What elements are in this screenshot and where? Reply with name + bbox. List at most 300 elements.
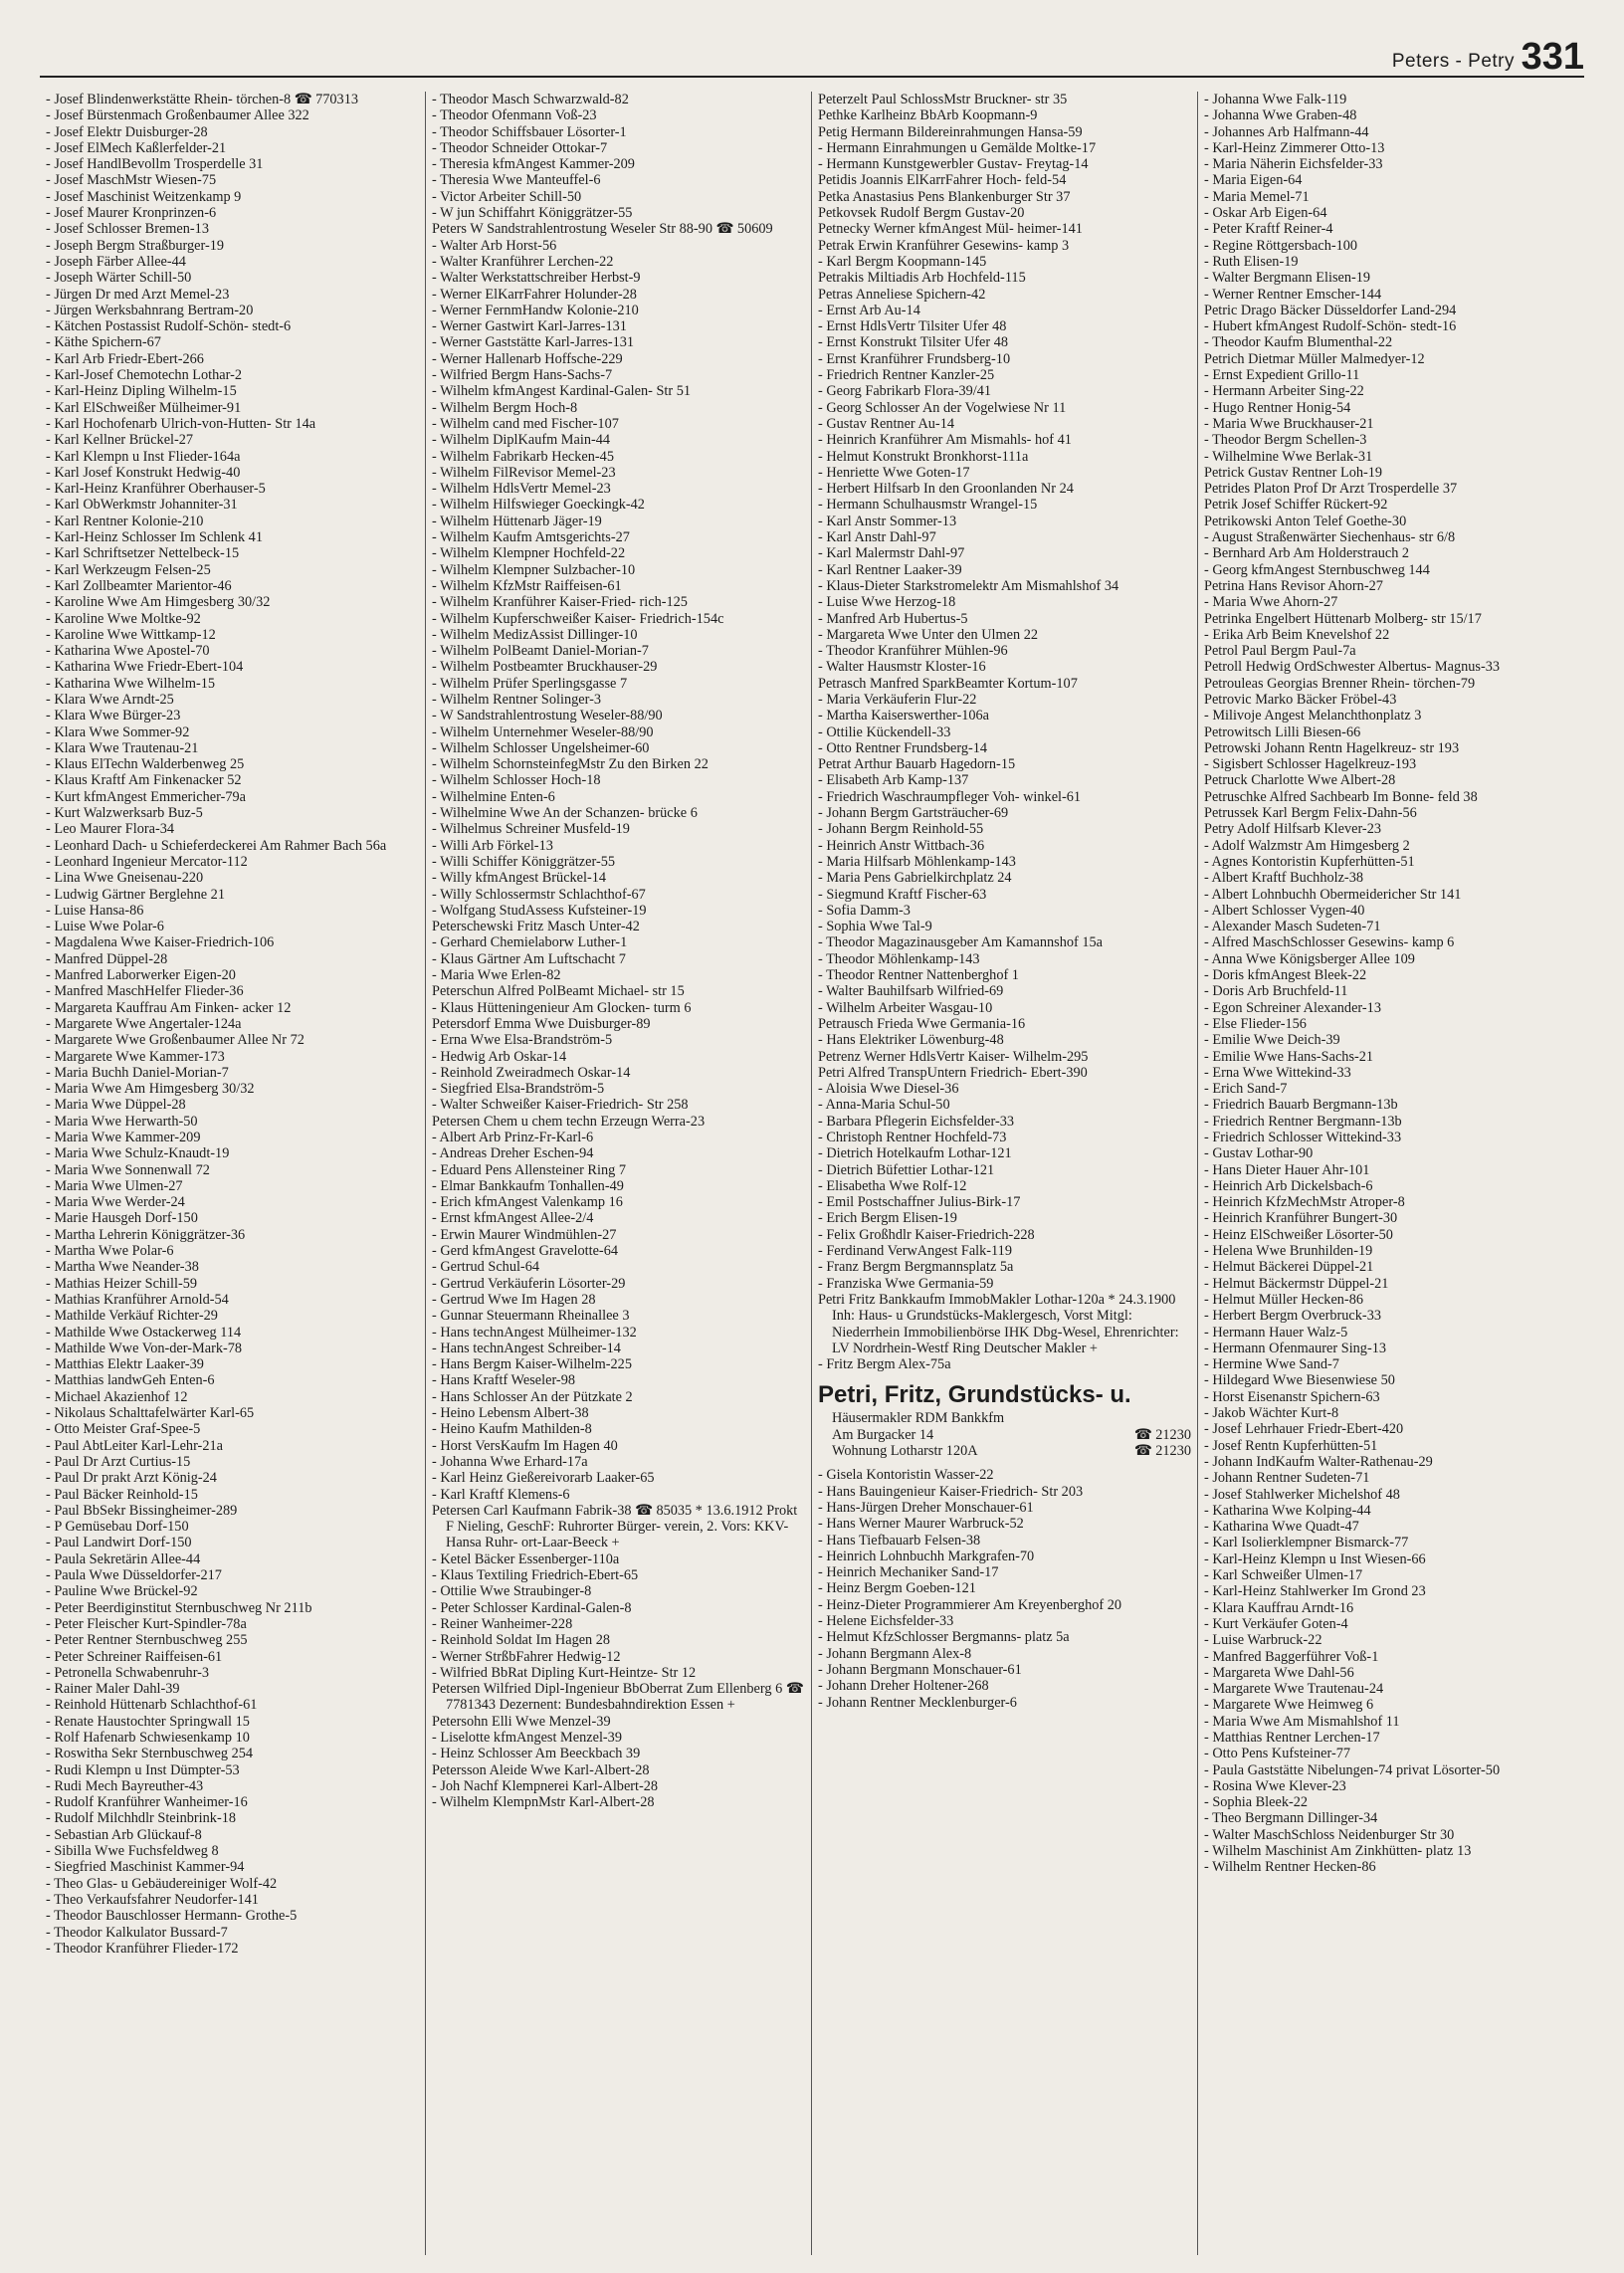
directory-entry: - Herbert Hilfsarb In den Groonlanden Nr 24 <box>818 481 1074 498</box>
directory-entry: - Margarete Wwe Angertaler-124a <box>46 1015 242 1032</box>
directory-entry: - Wilhelm Schlosser Ungelsheimer-60 <box>432 739 650 756</box>
directory-entry: - Egon Schreiner Alexander-13 <box>1204 999 1381 1016</box>
directory-entry: - Wilhelmine Wwe An der Schanzen- brücke 6 <box>432 805 698 822</box>
ad-line-1 <box>832 1427 1191 1443</box>
directory-entry: - Henriette Wwe Goten-17 <box>818 464 970 481</box>
directory-entry: - Theodor Kranführer Flieder-172 <box>46 1940 239 1957</box>
directory-entry: Peterzelt Paul SchlossMstr Bruckner- str 35 <box>818 92 1068 107</box>
ad-line-2 <box>832 1443 1191 1459</box>
directory-entry: Petrasch Manfred SparkBeamter Kortum-107 <box>818 675 1078 692</box>
directory-entry: - Hermann Arbeiter Sing-22 <box>1204 383 1364 400</box>
directory-entry: - Matthias landwGeh Enten-6 <box>46 1372 215 1389</box>
directory-entry: - Friedrich Rentner Bergmann-13b <box>1204 1113 1402 1130</box>
directory-entry: - Wilhelm Bergm Hoch-8 <box>432 399 578 416</box>
directory-entry: - Hermann Schulhausmstr Wrangel-15 <box>818 497 1038 514</box>
directory-entry: - Wilhelm Kranführer Kaiser-Fried- rich-125 <box>432 594 688 611</box>
directory-entry: - Klara Wwe Arndt-25 <box>46 691 174 708</box>
directory-entry: - Nikolaus Schalttafelwärter Karl-65 <box>46 1405 255 1422</box>
directory-entry: - Kätchen Postassist Rudolf-Schön- stedt-6 <box>46 318 292 335</box>
directory-entry: - Käthe Spichern-67 <box>46 334 161 351</box>
directory-entry: - Josef Stahlwerker Michelshof 48 <box>1204 1486 1400 1503</box>
directory-entry: - Reiner Wanheimer-228 <box>432 1615 573 1632</box>
directory-entry: - Matthias Elektr Laaker-39 <box>46 1356 204 1373</box>
directory-columns <box>40 92 1584 2255</box>
directory-entry: - Walter Kranführer Lerchen-22 <box>432 253 614 270</box>
directory-entry: - Albert Schlosser Vygen-40 <box>1204 902 1365 919</box>
directory-entry: - Luise Warbruck-22 <box>1204 1632 1322 1649</box>
directory-entry: - Erna Wwe Wittekind-33 <box>1204 1064 1351 1081</box>
directory-entry: - Johannes Arb Halfmann-44 <box>1204 123 1369 140</box>
directory-entry: - Josef Maschinist Weitzenkamp 9 <box>46 188 242 205</box>
directory-entry: - Paul Dr Arzt Curtius-15 <box>46 1453 191 1470</box>
directory-entry: - Ottilie Wwe Straubinger-8 <box>432 1583 592 1600</box>
directory-entry: - Karl ElSchweißer Mülheimer-91 <box>46 399 242 416</box>
directory-entry: - Pauline Wwe Brückel-92 <box>46 1583 198 1600</box>
directory-entry: - Milivoje Angest Melanchthonplatz 3 <box>1204 708 1422 724</box>
directory-entry: - Maria Pens Gabrielkirchplatz 24 <box>818 870 1012 887</box>
directory-entry: - Erika Arb Beim Knevelshof 22 <box>1204 626 1390 643</box>
directory-entry: - Friedrich Bauarb Bergmann-13b <box>1204 1097 1398 1114</box>
directory-entry: - Maria Verkäuferin Flur-22 <box>818 691 977 708</box>
directory-entry: - Johann Rentner Mecklenburger-6 <box>818 1694 1017 1711</box>
directory-entry: - Sigisbert Schlosser Hagelkreuz-193 <box>1204 756 1417 773</box>
directory-entry: - Gerd kfmAngest Gravelotte-64 <box>432 1243 618 1260</box>
directory-entry: - Willy kfmAngest Brückel-14 <box>432 870 607 887</box>
directory-entry: - Heinrich Lohnbuchh Markgrafen-70 <box>818 1548 1035 1564</box>
directory-entry: - Luise Wwe Polar-6 <box>46 919 164 935</box>
directory-entry: - Kurt Verkäufer Goten-4 <box>1204 1615 1348 1632</box>
directory-entry: - Maria Hilfsarb Möhlenkamp-143 <box>818 853 1016 870</box>
directory-entry: - Heinrich Kranführer Bungert-30 <box>1204 1210 1398 1227</box>
directory-entry: - Leonhard Ingenieur Mercator-112 <box>46 853 248 870</box>
directory-entry: - Peter Schreiner Raiffeisen-61 <box>46 1648 223 1665</box>
directory-entry: - Johann Bergm Gartsträucher-69 <box>818 805 1009 822</box>
directory-entry: - Walter Schweißer Kaiser-Friedrich- Str 258 <box>432 1097 689 1114</box>
directory-entry: - Klaus Textiling Friedrich-Ebert-65 <box>432 1567 639 1584</box>
directory-entry: - Klara Wwe Sommer-92 <box>46 723 190 740</box>
directory-entry: - Theo Verkaufsfahrer Neudorfer-141 <box>46 1891 259 1908</box>
directory-entry: - Heinz ElSchweißer Lösorter-50 <box>1204 1226 1393 1243</box>
directory-entry: - Karl Zollbeamter Marientor-46 <box>46 577 232 594</box>
directory-entry: - Karl Rentner Kolonie-210 <box>46 513 204 529</box>
directory-entry: - Hans Schlosser An der Pützkate 2 <box>432 1388 633 1405</box>
directory-entry: - Karl Schweißer Ulmen-17 <box>1204 1567 1363 1584</box>
directory-entry: - Kurt Walzwerksarb Buz-5 <box>46 805 203 822</box>
directory-entry: - Helmut Bäckerei Düppel-21 <box>1204 1259 1374 1276</box>
directory-entry: - Wilhelm Schlosser Hoch-18 <box>432 772 601 789</box>
directory-entry: - Leonhard Dach- u Schieferdeckerei Am Rahmer Bach 56a <box>46 837 387 854</box>
directory-entry: - Friedrich Waschraumpfleger Voh- winkel-61 <box>818 788 1082 805</box>
directory-entry: - Theodor Kalkulator Bussard-7 <box>46 1924 228 1941</box>
directory-entry: - Ernst Konstrukt Tilsiter Ufer 48 <box>818 334 1009 351</box>
directory-entry: Petersdorf Emma Wwe Duisburger-89 <box>432 1015 651 1032</box>
directory-entry: - Maria Wwe Am Himgesberg 30/32 <box>46 1081 255 1098</box>
directory-entry: - Wilhelm SchornsteinfegMstr Zu den Birken 22 <box>432 756 709 773</box>
directory-entry: - Wilhelm Unternehmer Weseler-88/90 <box>432 723 654 740</box>
directory-entry: Petrich Dietmar Müller Malmedyer-12 <box>1204 350 1425 367</box>
page-number: 331 <box>1521 36 1584 78</box>
directory-entry: - Helmut Müller Hecken-86 <box>1204 1291 1363 1308</box>
directory-entry: - Heinrich Mechaniker Sand-17 <box>818 1564 999 1581</box>
directory-entry: - Kurt kfmAngest Emmericher-79a <box>46 788 246 805</box>
directory-entry: Petrenz Werner HdlsVertr Kaiser- Wilhelm-295 <box>818 1048 1089 1065</box>
directory-entry: - Ernst kfmAngest Allee-2/4 <box>432 1210 594 1227</box>
directory-entry: - Karl Klempn u Inst Flieder-164a <box>46 448 241 465</box>
directory-entry: - Ludwig Gärtner Berglehne 21 <box>46 886 225 903</box>
directory-entry: - Ernst Arb Au-14 <box>818 302 920 318</box>
directory-entry: - Klaus ElTechn Walderbenweg 25 <box>46 756 245 773</box>
directory-entry: - Paula Sekretärin Allee-44 <box>46 1550 201 1567</box>
directory-entry: - Matthias Rentner Lerchen-17 <box>1204 1729 1380 1746</box>
directory-entry: - Dietrich Hotelkaufm Lothar-121 <box>818 1145 1012 1162</box>
directory-entry: - Renate Haustochter Springwall 15 <box>46 1713 250 1730</box>
directory-entry: - Otto Pens Kufsteiner-77 <box>1204 1746 1351 1762</box>
directory-entry: - Klaus-Dieter Starkstromelektr Am Mismahlshof 34 <box>818 577 1119 594</box>
directory-entry: - Maria Eigen-64 <box>1204 172 1303 189</box>
directory-entry: - Doris kfmAngest Bleek-22 <box>1204 967 1367 984</box>
directory-entry: - Heinz Schlosser Am Beeckbach 39 <box>432 1746 641 1762</box>
directory-entry: - Alexander Masch Sudeten-71 <box>1204 919 1381 935</box>
directory-entry: - Martha Kaiserswerther-106a <box>818 708 989 724</box>
directory-entry: - Horst VersKaufm Im Hagen 40 <box>432 1437 618 1454</box>
directory-entry: - Elmar Bankkaufm Tonhallen-49 <box>432 1177 624 1194</box>
directory-entry: - Ernst Kranführer Frundsberg-10 <box>818 350 1011 367</box>
directory-entry: - Josef Schlosser Bremen-13 <box>46 221 209 238</box>
directory-entry: - Oskar Arb Eigen-64 <box>1204 205 1327 222</box>
directory-entry: - Margarete Wwe Heimweg 6 <box>1204 1697 1374 1714</box>
directory-entry: - Christoph Rentner Hochfeld-73 <box>818 1130 1007 1145</box>
directory-entry: - Katharina Wwe Kolping-44 <box>1204 1502 1371 1519</box>
directory-entry: - Marie Hausgeh Dorf-150 <box>46 1210 198 1227</box>
directory-entry: Pethke Karlheinz BbArb Koopmann-9 <box>818 107 1038 124</box>
directory-entry: - Klaus Gärtner Am Luftschacht 7 <box>432 950 626 967</box>
directory-entry: - Otto Rentner Frundsberg-14 <box>818 739 988 756</box>
directory-entry: - Sibilla Wwe Fuchsfeldweg 8 <box>46 1843 219 1860</box>
directory-entry: Petersen Chem u chem techn Erzeugn Werra-23 <box>432 1113 706 1130</box>
directory-entry: - W Sandstrahlentrostung Weseler-88/90 <box>432 708 663 724</box>
directory-entry: - Wilhelm Prüfer Sperlingsgasse 7 <box>432 675 628 692</box>
directory-entry: - Hans technAngest Schreiber-14 <box>432 1340 621 1356</box>
directory-entry: - Margareta Kauffrau Am Finken- acker 12 <box>46 999 292 1016</box>
directory-entry: - Theresia kfmAngest Kammer-209 <box>432 156 635 173</box>
directory-entry: - Dietrich Büfettier Lothar-121 <box>818 1161 995 1178</box>
directory-entry: - Josef Rentn Kupferhütten-51 <box>1204 1437 1378 1454</box>
directory-entry: - Werner Hallenarb Hoffsche-229 <box>432 350 623 367</box>
directory-entry: - Margareta Wwe Dahl-56 <box>1204 1664 1354 1681</box>
directory-entry: - Maria Memel-71 <box>1204 188 1310 205</box>
directory-entry: - Maria Näherin Eichsfelder-33 <box>1204 156 1383 173</box>
directory-entry: - Siegmund Kraftf Fischer-63 <box>818 886 987 903</box>
directory-entry: - Maria Wwe Sonnenwall 72 <box>46 1161 210 1178</box>
directory-entry: - Margarete Wwe Kammer-173 <box>46 1048 225 1065</box>
directory-entry: Petrik Josef Schiffer Rückert-92 <box>1204 497 1388 514</box>
directory-entry: - Hans Werner Maurer Warbruck-52 <box>818 1516 1024 1533</box>
directory-entry: - Karl Heinz Gießereivorarb Laaker-65 <box>432 1470 655 1487</box>
directory-entry: - Wilhelm Hilfswieger Goeckingk-42 <box>432 497 645 514</box>
directory-entry: - Erna Wwe Elsa-Brandström-5 <box>432 1032 613 1049</box>
directory-entry: - Theodor Bauschlosser Hermann- Grothe-5 <box>46 1908 298 1925</box>
directory-entry: - Hans Tiefbauarb Felsen-38 <box>818 1532 981 1549</box>
directory-entry: - Mathias Kranführer Arnold-54 <box>46 1291 229 1308</box>
directory-entry: Petroll Hedwig OrdSchwester Albertus- Magnus-33 <box>1204 659 1501 676</box>
directory-entry: - Maria Wwe Herwarth-50 <box>46 1113 198 1130</box>
directory-entry: - Franziska Wwe Germania-59 <box>818 1275 994 1292</box>
directory-entry: - Josef Lehrhauer Friedr-Ebert-420 <box>1204 1421 1404 1438</box>
directory-entry: - Hans technAngest Mülheimer-132 <box>432 1324 637 1341</box>
directory-entry: - Wilhelm DiplKaufm Main-44 <box>432 432 611 449</box>
directory-entry: - Bernhard Arb Am Holderstrauch 2 <box>1204 545 1410 562</box>
directory-entry: - Theodor Kranführer Mühlen-96 <box>818 643 1008 660</box>
directory-entry: - Hermann Hauer Walz-5 <box>1204 1324 1348 1341</box>
directory-entry: - Margareta Wwe Unter den Ulmen 22 <box>818 626 1038 643</box>
directory-entry: - Klara Wwe Trautenau-21 <box>46 739 199 756</box>
directory-entry: Peterschewski Fritz Masch Unter-42 <box>432 919 640 935</box>
directory-entry: - Josef Maurer Kronprinzen-6 <box>46 205 217 222</box>
directory-entry: Petrol Paul Bergm Paul-7a <box>1204 643 1356 660</box>
directory-entry: - Wilhelm KlempnMstr Karl-Albert-28 <box>432 1794 655 1811</box>
directory-entry: - Wilhelm kfmAngest Kardinal-Galen- Str 51 <box>432 383 692 400</box>
directory-entry: - Reinhold Zweiradmech Oskar-14 <box>432 1064 631 1081</box>
directory-entry: - Jakob Wächter Kurt-8 <box>1204 1405 1339 1422</box>
directory-entry: - Jürgen Werksbahnrang Bertram-20 <box>46 302 254 318</box>
directory-entry: - Karl Anstr Dahl-97 <box>818 529 936 546</box>
directory-entry: - Heinrich Kranführer Am Mismahls- hof 41 <box>818 432 1072 449</box>
directory-entry: - Friedrich Rentner Kanzler-25 <box>818 367 995 384</box>
directory-entry: - Hans Bergm Kaiser-Wilhelm-225 <box>432 1356 632 1373</box>
directory-entry: - Willi Arb Förkel-13 <box>432 837 553 854</box>
directory-entry: - Maria Buchh Daniel-Morian-7 <box>46 1064 229 1081</box>
directory-entry: - Ketel Bäcker Essenberger-110a <box>432 1550 620 1567</box>
directory-entry: - Rudolf Milchhdlr Steinbrink-18 <box>46 1810 237 1827</box>
directory-entry: Petri Alfred TranspUntern Friedrich- Ebert-390 <box>818 1064 1088 1081</box>
directory-entry: Petig Hermann Bildereinrahmungen Hansa-59 <box>818 123 1083 140</box>
directory-entry: - Paul BbSekr Bissingheimer-289 <box>46 1502 238 1519</box>
directory-entry: - Karl Josef Konstrukt Hedwig-40 <box>46 464 241 481</box>
directory-entry: - Theo Bergmann Dillinger-34 <box>1204 1810 1378 1827</box>
directory-entry: - Andreas Dreher Eschen-94 <box>432 1145 594 1162</box>
directory-entry: - Erich kfmAngest Valenkamp 16 <box>432 1194 623 1211</box>
directory-entry: - Theresia Wwe Manteuffel-6 <box>432 172 601 189</box>
directory-entry: - Theodor Kaufm Blumenthal-22 <box>1204 334 1393 351</box>
directory-entry: - Erich Sand-7 <box>1204 1081 1288 1098</box>
directory-entry: - Karl Hochofenarb Ulrich-von-Hutten- Str 14a <box>46 415 316 432</box>
directory-entry: - Karl Anstr Sommer-13 <box>818 513 957 529</box>
directory-entry: - Horst Eisenanstr Spichern-63 <box>1204 1388 1380 1405</box>
directory-entry: - Albert Lohnbuchh Obermeidericher Str 141 <box>1204 886 1462 903</box>
ad-phone: ☎ 21230 <box>1133 1426 1191 1443</box>
directory-entry: - Manfred Arb Hubertus-5 <box>818 610 968 627</box>
directory-entry: - Sophia Wwe Tal-9 <box>818 919 932 935</box>
directory-entry: - Wilfried BbRat Dipling Kurt-Heintze- Str 12 <box>432 1664 697 1681</box>
directory-entry: - Gerhard Chemielaborw Luther-1 <box>432 934 628 951</box>
directory-entry: - Rosina Wwe Klever-23 <box>1204 1777 1346 1794</box>
directory-entry: - Karl Malermstr Dahl-97 <box>818 545 965 562</box>
directory-entry: - Johanna Wwe Erhard-17a <box>432 1453 588 1470</box>
directory-entry: - Hans-Jürgen Dreher Monschauer-61 <box>818 1499 1034 1516</box>
directory-entry: - Martha Wwe Polar-6 <box>46 1243 174 1260</box>
directory-entry: Petruck Charlotte Wwe Albert-28 <box>1204 772 1396 789</box>
directory-entry: - Karoline Wwe Wittkamp-12 <box>46 626 216 643</box>
directory-entry: - Paul Bäcker Reinhold-15 <box>46 1486 198 1503</box>
directory-entry: - Rudolf Kranführer Wanheimer-16 <box>46 1794 248 1811</box>
directory-entry: - Helena Wwe Brunhilden-19 <box>1204 1243 1373 1260</box>
directory-entry: - Friedrich Schlosser Wittekind-33 <box>1204 1130 1402 1145</box>
directory-entry: - Albert Kraftf Buchholz-38 <box>1204 870 1363 887</box>
directory-entry: - Franz Bergm Bergmannsplatz 5a <box>818 1259 1014 1276</box>
directory-entry: Petrausch Frieda Wwe Germania-16 <box>818 1015 1026 1032</box>
directory-entry: Petrinka Engelbert Hüttenarb Molberg- str 15/17 <box>1204 610 1482 627</box>
directory-entry: - Wilhelmine Enten-6 <box>432 788 555 805</box>
directory-entry: - Emilie Wwe Deich-39 <box>1204 1032 1340 1049</box>
directory-entry: - Karl-Heinz Zimmerer Otto-13 <box>1204 139 1385 156</box>
directory-entry: - Otto Meister Graf-Spee-5 <box>46 1421 201 1438</box>
directory-entry: - Peter Kraftf Reiner-4 <box>1204 221 1333 238</box>
directory-entry: - Elisabeth Arb Kamp-137 <box>818 772 969 789</box>
directory-entry: Petersohn Elli Wwe Menzel-39 <box>432 1713 611 1730</box>
directory-entry: - Karl Arb Friedr-Ebert-266 <box>46 350 204 367</box>
directory-entry: - Wilhelm cand med Fischer-107 <box>432 415 619 432</box>
directory-entry: - Karoline Wwe Am Himgesberg 30/32 <box>46 594 271 611</box>
directory-entry: - Wilhelm Klempner Hochfeld-22 <box>432 545 626 562</box>
directory-entry: - Helmut Konstrukt Bronkhorst-111a <box>818 448 1029 465</box>
directory-entry: - Katharina Wwe Quadt-47 <box>1204 1519 1359 1536</box>
directory-entry: - Luise Hansa-86 <box>46 902 144 919</box>
directory-entry: - Karoline Wwe Moltke-92 <box>46 610 201 627</box>
directory-entry: - Theodor Magazinausgeber Am Kamannshof 15a <box>818 934 1103 951</box>
directory-entry: - Maria Wwe Erlen-82 <box>432 967 561 984</box>
directory-entry: - Herbert Bergm Overbruck-33 <box>1204 1308 1381 1325</box>
directory-entry: - Karl Werkzeugm Felsen-25 <box>46 561 211 578</box>
ad-address: Am Burgacker 14 <box>832 1426 934 1443</box>
directory-entry: - Joseph Bergm Straßburger-19 <box>46 237 225 254</box>
directory-entry: - Sophia Bleek-22 <box>1204 1794 1309 1811</box>
directory-entry: - Wilhelm FilRevisor Memel-23 <box>432 464 616 481</box>
directory-entry: - Klaus Hütteningenieur Am Glocken- turm 6 <box>432 999 692 1016</box>
directory-entry: - Joseph Wärter Schill-50 <box>46 270 192 287</box>
directory-entry: - Elisabetha Wwe Rolf-12 <box>818 1177 967 1194</box>
directory-entry: - Helmut Bäckermstr Düppel-21 <box>1204 1275 1389 1292</box>
directory-entry: - Wilhelm Kupferschweißer Kaiser- Friedrich-154c <box>432 610 724 627</box>
directory-entry: Petri Fritz Bankkaufm ImmobMakler Lothar-120a * 24.3.1900 Inh: Haus- u Grundstücks-Maklergesch, Vorst Mitgl: Niederrhein Immobilienbörse IHK Dbg-Wesel, Ehrenrichter: LV Nordrhein-Westf Ring Deutscher Makler + <box>818 1291 1183 1356</box>
directory-entry: - Gisela Kontoristin Wasser-22 <box>818 1467 994 1484</box>
directory-entry: - Paul Landwirt Dorf-150 <box>46 1535 192 1551</box>
directory-entry: Petrowski Johann Rentn Hagelkreuz- str 193 <box>1204 739 1460 756</box>
directory-entry: - Martha Wwe Neander-38 <box>46 1259 199 1276</box>
directory-entry: - Walter Arb Horst-56 <box>432 237 557 254</box>
directory-entry: - Klaus Kraftf Am Finkenacker 52 <box>46 772 242 789</box>
directory-entry: Peters W Sandstrahlentrostung Weseler Str 88-90 ☎ 50609 <box>432 221 773 238</box>
ad-subtitle: Häusermakler RDM Bankkfm <box>832 1410 1005 1427</box>
directory-entry: - Wilhelm Arbeiter Wasgau-10 <box>818 999 993 1016</box>
directory-entry: - Luise Wwe Herzog-18 <box>818 594 956 611</box>
directory-entry: - Rudi Klempn u Inst Dümpter-53 <box>46 1761 240 1778</box>
directory-entry: - Hedwig Arb Oskar-14 <box>432 1048 567 1065</box>
directory-entry: - Karl Kellner Brückel-27 <box>46 432 194 449</box>
directory-entry: - Hubert kfmAngest Rudolf-Schön- stedt-16 <box>1204 318 1457 335</box>
directory-entry: Petersson Aleide Wwe Karl-Albert-28 <box>432 1761 650 1778</box>
directory-entry: - Karl-Heinz Kranführer Oberhauser-5 <box>46 481 266 498</box>
directory-entry: Petrowitsch Lilli Biesen-66 <box>1204 723 1361 740</box>
directory-entry: - Theo Glas- u Gebäudereiniger Wolf-42 <box>46 1875 278 1892</box>
directory-entry: - Regine Röttgersbach-100 <box>1204 237 1358 254</box>
directory-entry: - Joseph Färber Allee-44 <box>46 253 186 270</box>
directory-entry: - Agnes Kontoristin Kupferhütten-51 <box>1204 853 1415 870</box>
column-3 <box>812 92 1198 2255</box>
directory-entry: - Wilhelm Kaufm Amtsgerichts-27 <box>432 529 630 546</box>
directory-entry: Petidis Joannis ElKarrFahrer Hoch- feld-54 <box>818 172 1067 189</box>
directory-entry: - Hermine Wwe Sand-7 <box>1204 1356 1339 1373</box>
directory-entry: - Johanna Wwe Falk-119 <box>1204 92 1347 107</box>
directory-entry: - Gunnar Steuermann Rheinallee 3 <box>432 1308 630 1325</box>
directory-entry: - Roswitha Sekr Sternbuschweg 254 <box>46 1746 254 1762</box>
directory-entry: - Wilhelm Fabrikarb Hecken-45 <box>432 448 614 465</box>
directory-entry: - Gertrud Verkäuferin Lösorter-29 <box>432 1275 626 1292</box>
directory-entry: - Karl-Heinz Stahlwerker Im Grond 23 <box>1204 1583 1426 1600</box>
directory-entry: - Werner Gaststätte Karl-Jarres-131 <box>432 334 635 351</box>
directory-entry: - Manfred Baggerführer Voß-1 <box>1204 1648 1379 1665</box>
directory-entry: - Aloisia Wwe Diesel-36 <box>818 1081 959 1098</box>
directory-entry: Petersen Wilfried Dipl-Ingenieur BbOberrat Zum Ellenberg 6 ☎ 7781343 Dezernent: Bundesbahndirektion Essen + <box>432 1681 808 1714</box>
directory-entry: Petrick Gustav Rentner Loh-19 <box>1204 464 1383 481</box>
directory-entry: - Johann IndKaufm Walter-Rathenau-29 <box>1204 1453 1433 1470</box>
directory-entry: - Erich Bergm Elisen-19 <box>818 1210 957 1227</box>
directory-entry: Petric Drago Bäcker Düsseldorfer Land-294 <box>1204 302 1457 318</box>
directory-entry: - Doris Arb Bruchfeld-11 <box>1204 983 1348 1000</box>
directory-entry: - Werner FernmHandw Kolonie-210 <box>432 302 639 318</box>
directory-entry: - Mathias Heizer Schill-59 <box>46 1275 198 1292</box>
directory-entry: - Barbara Pflegerin Eichsfelder-33 <box>818 1113 1015 1130</box>
directory-entry: - Georg Schlosser An der Vogelwiese Nr 11 <box>818 399 1067 416</box>
directory-entry: - Else Flieder-156 <box>1204 1015 1307 1032</box>
advertisement-block <box>818 1380 1191 1459</box>
ad-title: Petri, Fritz, Grundstücks- u. <box>818 1381 1131 1409</box>
ad-home-address: Wohnung Lotharstr 120A <box>832 1443 978 1460</box>
directory-entry: - Werner ElKarrFahrer Holunder-28 <box>432 286 637 303</box>
directory-entry: - Josef Blindenwerkstätte Rhein- törchen-8 ☎ 770313 <box>46 92 359 107</box>
directory-entry: - Helene Eichsfelder-33 <box>818 1613 954 1630</box>
directory-entry: - Victor Arbeiter Schill-50 <box>432 188 582 205</box>
directory-entry: - Siegfried Maschinist Kammer-94 <box>46 1859 245 1876</box>
column-1 <box>40 92 426 2255</box>
directory-entry: - Josef HandlBevollm Trosperdelle 31 <box>46 156 264 173</box>
directory-entry: - Reinhold Soldat Im Hagen 28 <box>432 1632 611 1649</box>
directory-entry: - Walter Werkstattschreiber Herbst-9 <box>432 270 641 287</box>
directory-entry: Petrakis Miltiadis Arb Hochfeld-115 <box>818 270 1026 287</box>
directory-entry: - Josef ElMech Kaßlerfelder-21 <box>46 139 227 156</box>
directory-entry: - Josef Elektr Duisburger-28 <box>46 123 208 140</box>
directory-entry: - Josef MaschMstr Wiesen-75 <box>46 172 217 189</box>
directory-entry: - Karl Kraftf Klemens-6 <box>432 1486 570 1503</box>
directory-entry: - Georg Fabrikarb Flora-39/41 <box>818 383 992 400</box>
directory-entry: - Walter MaschSchloss Neidenburger Str 30 <box>1204 1826 1455 1843</box>
directory-entry: - Liselotte kfmAngest Menzel-39 <box>432 1729 622 1746</box>
directory-entry: - Klara Kauffrau Arndt-16 <box>1204 1599 1354 1616</box>
directory-entry: - W jun Schiffahrt Königgrätzer-55 <box>432 205 633 222</box>
directory-entry: - Theodor Schneider Ottokar-7 <box>432 139 608 156</box>
directory-entry: - Sebastian Arb Glückauf-8 <box>46 1826 202 1843</box>
directory-entry: - Karl Isolierklempner Bismarck-77 <box>1204 1535 1409 1551</box>
directory-entry: - Hermann Einrahmungen u Gemälde Moltke-17 <box>818 139 1097 156</box>
directory-entry: - Heinz Bergm Goeben-121 <box>818 1580 976 1597</box>
directory-entry: - Helmut KfzSchlosser Bergmanns- platz 5a <box>818 1629 1070 1646</box>
directory-entry: - Hermann Kunstgewerbler Gustav- Freytag-14 <box>818 156 1089 173</box>
directory-entry: - Mathilde Verkäuf Richter-29 <box>46 1308 218 1325</box>
directory-entry: - Maria Wwe Am Mismahlshof 11 <box>1204 1713 1400 1730</box>
directory-entry: - Karl-Heinz Klempn u Inst Wiesen-66 <box>1204 1550 1426 1567</box>
directory-entry: Petkovsek Rudolf Bergm Gustav-20 <box>818 205 1025 222</box>
directory-entry: - Wilhelmine Wwe Berlak-31 <box>1204 448 1373 465</box>
directory-entry: Petrat Arthur Bauarb Hagedorn-15 <box>818 756 1016 773</box>
